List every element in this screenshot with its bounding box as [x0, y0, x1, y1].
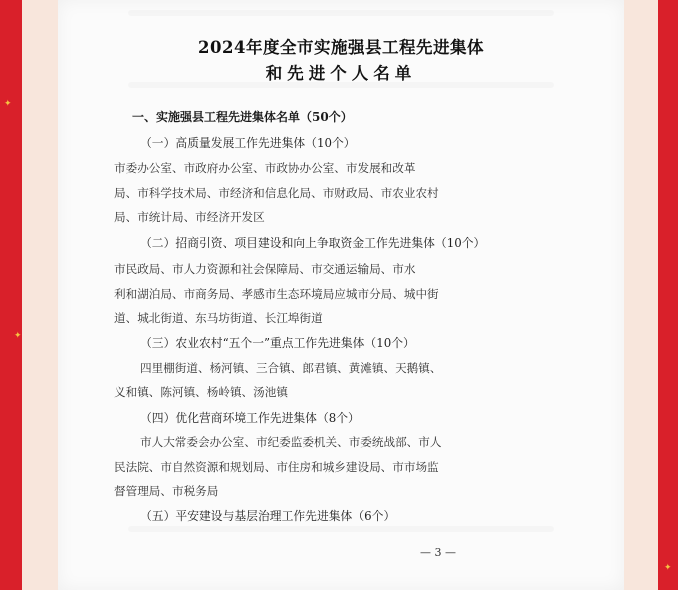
- group-heading-2: （二）招商引资、项目建设和向上争取资金工作先进集体（10个）: [140, 236, 486, 250]
- document-title-line2: 和先进个人名单: [265, 64, 417, 83]
- group-heading-5: （五）平安建设与基层治理工作先进集体（6个）: [140, 509, 396, 523]
- group-heading-3: （三）农业农村“五个一”重点工作先进集体（10个）: [140, 336, 415, 350]
- left-red-border: [0, 0, 22, 590]
- bleed-through-text: [128, 526, 554, 532]
- document-title-line1: 2024年度全市实施强县工程先进集体: [198, 38, 484, 57]
- group-4-line-1: 市人大常委会办公室、市纪委监委机关、市委统战部、市人: [140, 435, 442, 449]
- group-2-line-2: 利和湖泊局、市商务局、孝感市生态环境局应城市分局、城中街: [114, 287, 439, 301]
- group-3-line-1: 四里棚街道、杨河镇、三合镇、郎君镇、黄滩镇、天鹅镇、: [140, 361, 442, 375]
- section-heading: 一、实施强县工程先进集体名单（50个）: [132, 110, 353, 124]
- right-cream-margin: [624, 0, 658, 590]
- group-3-line-2: 义和镇、陈河镇、杨岭镇、汤池镇: [114, 385, 288, 399]
- sparkle-icon: ✦: [4, 99, 12, 109]
- group-1-line-1: 市委办公室、市政府办公室、市政协办公室、市发展和改革: [114, 161, 416, 175]
- group-4-line-3: 督管理局、市税务局: [114, 484, 219, 498]
- sparkle-icon: ✦: [664, 563, 672, 573]
- group-2-line-3: 道、城北街道、东马坊街道、长江埠街道: [114, 311, 323, 325]
- right-red-border: [658, 0, 678, 590]
- bleed-through-text: [128, 10, 554, 16]
- group-2-line-1: 市民政局、市人力资源和社会保障局、市交通运输局、市水: [114, 262, 416, 276]
- group-1-line-2: 局、市科学技术局、市经济和信息化局、市财政局、市农业农村: [114, 186, 439, 200]
- group-heading-4: （四）优化营商环境工作先进集体（8个）: [140, 411, 360, 425]
- document-page: [58, 0, 624, 590]
- group-heading-1: （一）高质量发展工作先进集体（10个）: [140, 136, 356, 150]
- group-1-line-3: 局、市统计局、市经济开发区: [114, 210, 265, 224]
- left-cream-margin: [22, 0, 58, 590]
- group-4-line-2: 民法院、市自然资源和规划局、市住房和城乡建设局、市市场监: [114, 460, 439, 474]
- sparkle-icon: ✦: [14, 331, 22, 341]
- page-number: — 3 —: [420, 546, 456, 559]
